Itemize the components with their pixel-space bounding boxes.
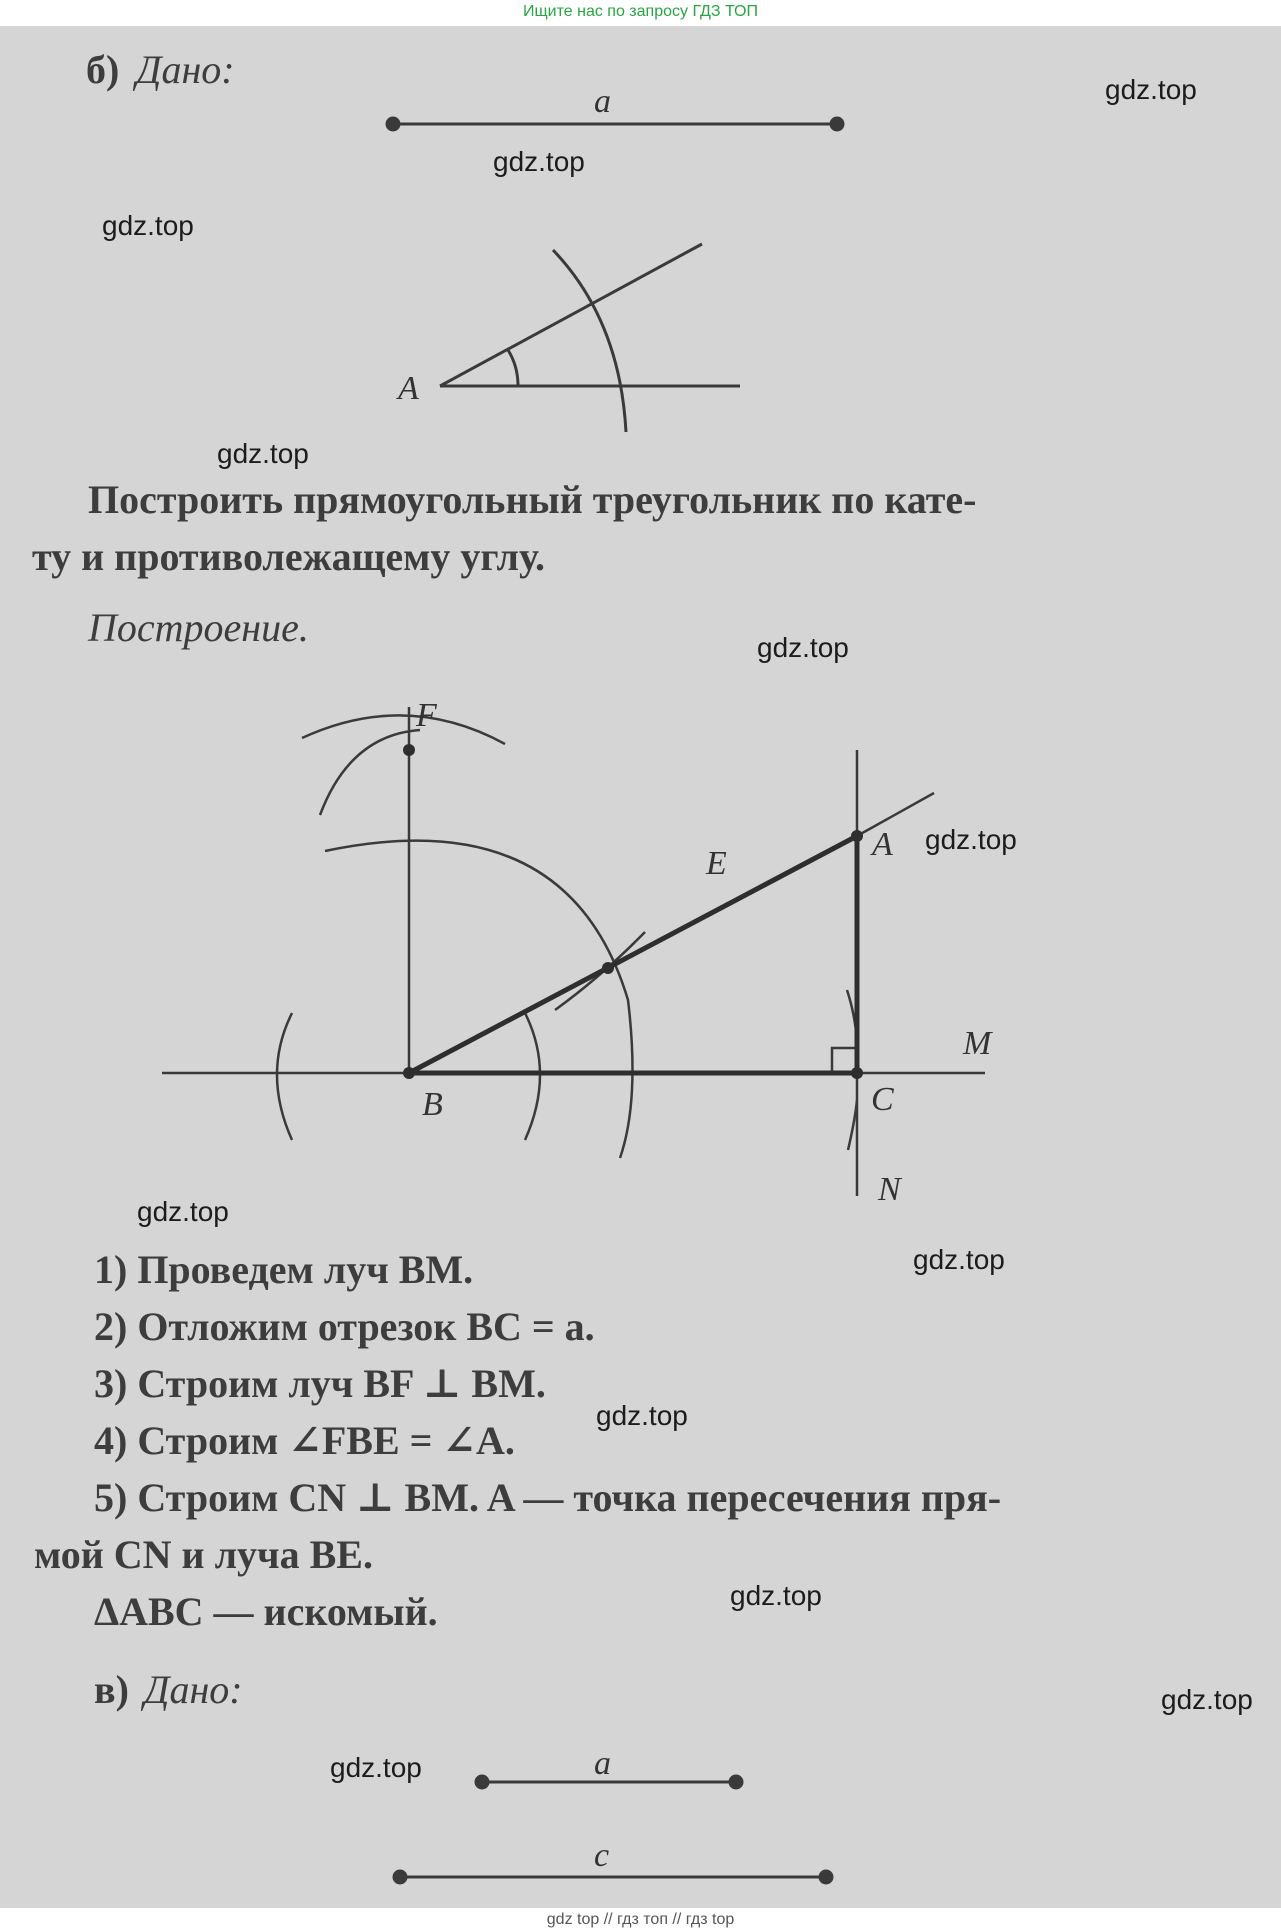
watermark: gdz.top: [137, 1196, 229, 1227]
task-line-1: Построить прямоугольный треугольник по кате-: [88, 477, 977, 522]
result-line: ΔABC — искомый.: [94, 1589, 438, 1634]
triangle-abc: [409, 836, 857, 1073]
watermark: gdz.top: [102, 210, 194, 241]
watermark: gdz.top: [217, 438, 309, 469]
step-4: 4) Строим ∠FBE = ∠A.: [94, 1418, 515, 1463]
step-2: 2) Отложим отрезок BC = a.: [94, 1304, 595, 1349]
task-line-2: ту и противолежащему углу.: [32, 534, 545, 579]
construction-figure: [162, 707, 985, 1196]
watermark: gdz.top: [596, 1400, 688, 1431]
top-banner[interactable]: Ищите нас по запросу ГДЗ ТОП: [0, 0, 1281, 26]
section-v-given: Дано:: [144, 1667, 243, 1712]
figure-points: [403, 744, 863, 1079]
construction-title: Построение.: [88, 605, 309, 650]
label-C: C: [871, 1081, 894, 1118]
watermark: gdz.top: [493, 146, 585, 177]
bottom-banner[interactable]: gdz top // гдз топ // гдз top: [0, 1908, 1281, 1932]
label-M: M: [963, 1025, 992, 1062]
segment-a-v-label: a: [594, 1745, 611, 1782]
label-N: N: [878, 1171, 901, 1208]
watermark: gdz.top: [730, 1580, 822, 1611]
given-segment-a: [387, 118, 843, 130]
label-B: B: [422, 1086, 443, 1123]
label-A: A: [872, 826, 893, 863]
segment-a-label: a: [594, 83, 611, 120]
watermark: gdz.top: [330, 1752, 422, 1783]
step-3: 3) Строим луч BF ⊥ BM.: [94, 1361, 546, 1406]
watermark: gdz.top: [1105, 74, 1197, 105]
given-segment-c-v: [394, 1871, 832, 1883]
watermark: gdz.top: [925, 824, 1017, 855]
given-angle-a: [440, 244, 740, 432]
section-b-given: Дано:: [136, 47, 235, 92]
section-v-marker: в): [94, 1667, 129, 1712]
watermark: gdz.top: [1161, 1684, 1253, 1715]
section-b-marker: б): [86, 47, 120, 92]
watermark: gdz.top: [757, 632, 849, 663]
angle-a-label: A: [398, 370, 419, 407]
step-5: 5) Строим CN ⊥ BM. A — точка пересечения пря-: [94, 1475, 1002, 1520]
step-1: 1) Проведем луч BM.: [94, 1247, 474, 1292]
step-5-cont: мой CN и луча BE.: [34, 1532, 373, 1577]
watermark: gdz.top: [913, 1244, 1005, 1275]
segment-c-v-label: c: [594, 1837, 610, 1874]
label-F: F: [416, 697, 437, 734]
label-E: E: [706, 845, 727, 882]
